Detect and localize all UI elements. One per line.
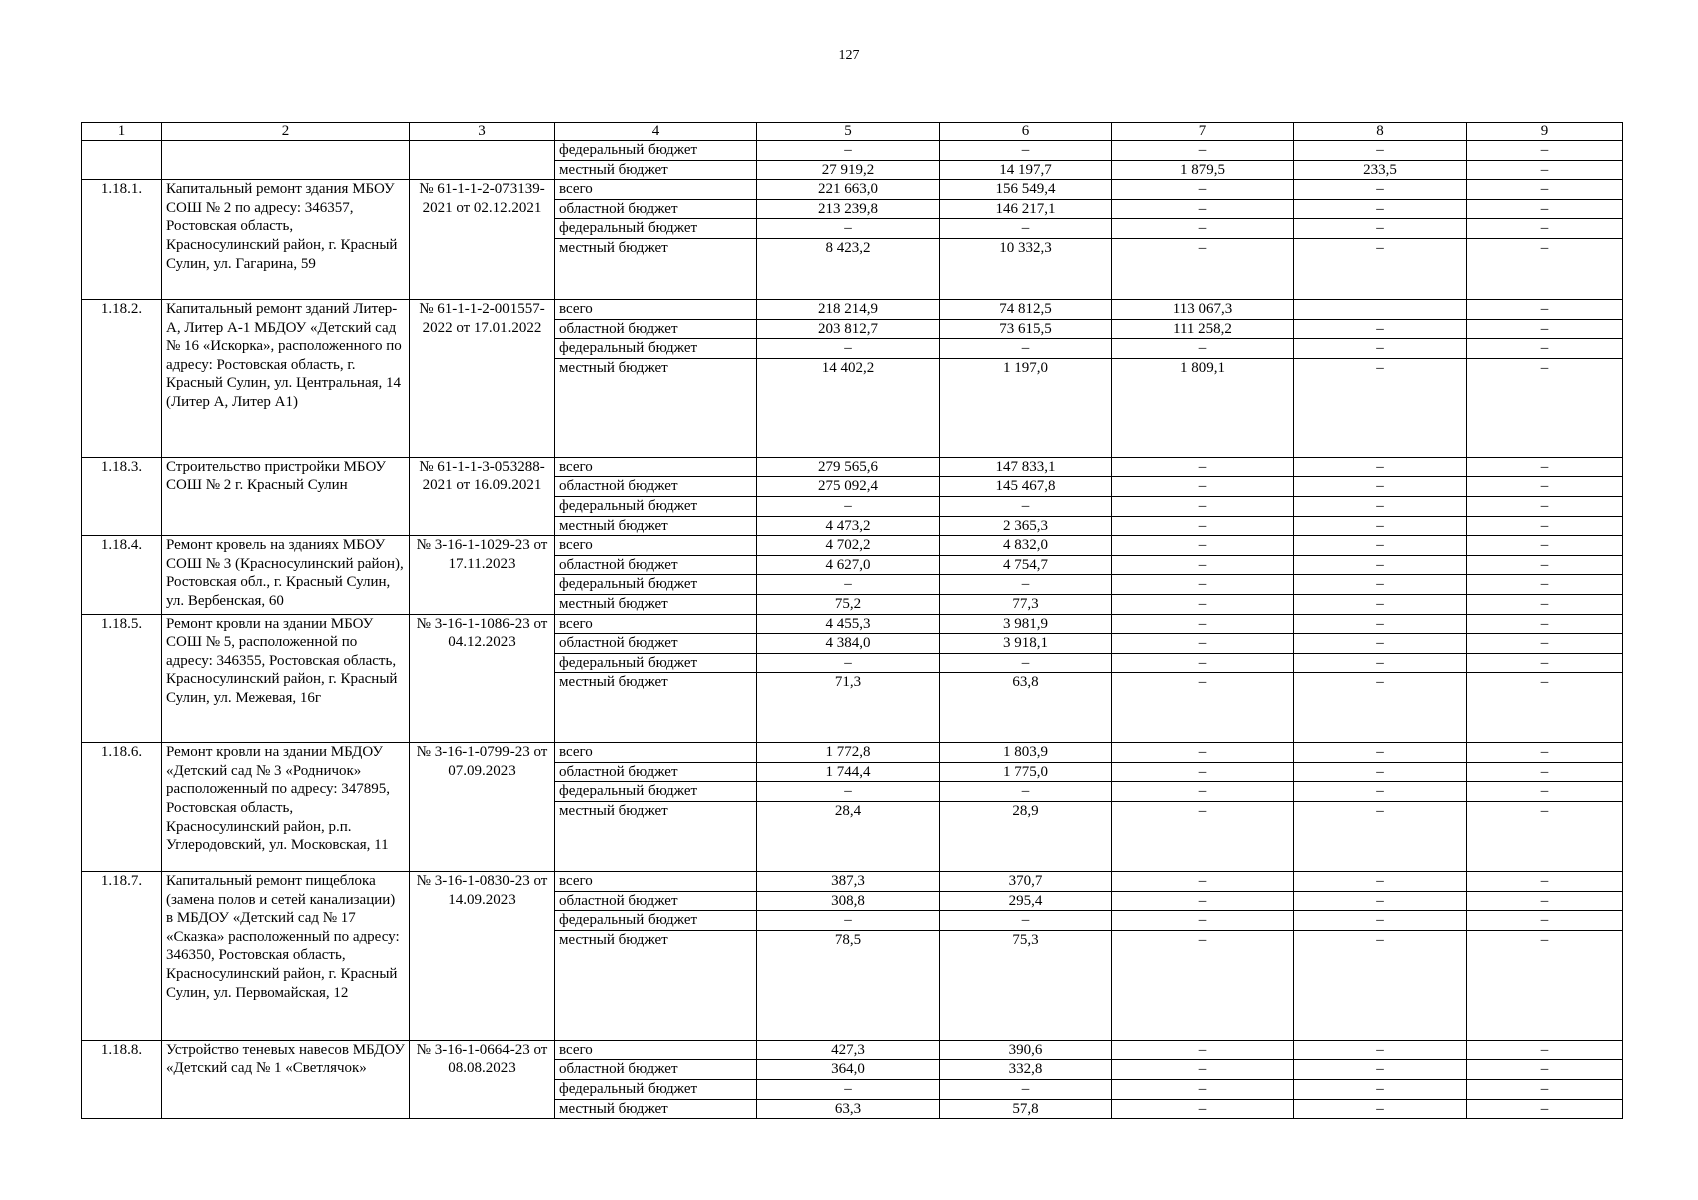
value-cell: –: [1294, 555, 1467, 575]
funding-label: всего: [555, 299, 757, 319]
value-cell: –: [1294, 219, 1467, 239]
funding-label: федеральный бюджет: [555, 782, 757, 802]
value-cell: –: [1294, 477, 1467, 497]
value-cell: –: [1112, 782, 1294, 802]
value-cell: –: [1467, 872, 1623, 892]
value-cell: –: [1294, 238, 1467, 299]
value-cell: –: [940, 575, 1112, 595]
table-row: [82, 180, 1623, 200]
value-cell: –: [1467, 199, 1623, 219]
value-cell: 370,7: [940, 872, 1112, 892]
value-cell: –: [1112, 653, 1294, 673]
value-cell: –: [1112, 219, 1294, 239]
value-cell: 156 549,4: [940, 180, 1112, 200]
value-cell: 1 772,8: [757, 743, 940, 763]
value-cell: 1 803,9: [940, 743, 1112, 763]
item-number: 1.18.1.: [82, 180, 162, 300]
value-cell: 233,5: [1294, 160, 1467, 180]
funding-label: всего: [555, 180, 757, 200]
value-cell: 63,8: [940, 673, 1112, 743]
value-cell: 14 402,2: [757, 358, 940, 457]
value-cell: –: [1112, 141, 1294, 161]
value-cell: 218 214,9: [757, 299, 940, 319]
item-number: 1.18.6.: [82, 743, 162, 872]
item-document: № 3-16-1-1086-23 от 04.12.2023: [410, 614, 555, 743]
value-cell: 8 423,2: [757, 238, 940, 299]
value-cell: –: [1294, 872, 1467, 892]
value-cell: –: [1112, 555, 1294, 575]
funding-label: федеральный бюджет: [555, 911, 757, 931]
value-cell: –: [1467, 762, 1623, 782]
funding-label: местный бюджет: [555, 358, 757, 457]
value-cell: 77,3: [940, 594, 1112, 614]
header-cell: 4: [555, 123, 757, 141]
item-name: Капитальный ремонт пищеблока (замена полов и сетей канализации) в МБДОУ «Детский сад № 17 «Сказка» расположенный по адресу: 346350, Ростовская область, Красносулинский район, г. Красный Сулин, ул. Первомайская, 12: [162, 872, 410, 1041]
item-name: Ремонт кровли на здании МБОУ СОШ № 5, расположенной по адресу: 346355, Ростовская область, Красносулинский район, г. Красный Сулин, ул. Межевая, 16г: [162, 614, 410, 743]
value-cell: 3 918,1: [940, 634, 1112, 654]
value-cell: 78,5: [757, 930, 940, 1040]
value-cell: 74 812,5: [940, 299, 1112, 319]
value-cell: –: [940, 339, 1112, 359]
value-cell: –: [1112, 872, 1294, 892]
value-cell: 308,8: [757, 891, 940, 911]
table-row: [82, 743, 1623, 763]
value-cell: –: [757, 496, 940, 516]
page-number: 127: [838, 48, 860, 63]
value-cell: –: [1467, 930, 1623, 1040]
value-cell: –: [1467, 555, 1623, 575]
value-cell: –: [757, 141, 940, 161]
value-cell: –: [757, 1080, 940, 1100]
value-cell: –: [1112, 1040, 1294, 1060]
value-cell: 221 663,0: [757, 180, 940, 200]
funding-label: всего: [555, 872, 757, 892]
value-cell: 295,4: [940, 891, 1112, 911]
value-cell: –: [1467, 477, 1623, 497]
value-cell: –: [1112, 891, 1294, 911]
value-cell: –: [1294, 339, 1467, 359]
item-number: 1.18.8.: [82, 1040, 162, 1118]
value-cell: 2 365,3: [940, 516, 1112, 536]
value-cell: –: [1112, 477, 1294, 497]
value-cell: 4 455,3: [757, 614, 940, 634]
value-cell: –: [1467, 516, 1623, 536]
value-cell: 27 919,2: [757, 160, 940, 180]
item-name: Ремонт кровель на зданиях МБОУ СОШ № 3 (Красносулинский район), Ростовская обл., г. Красный Сулин, ул. Вербенская, 60: [162, 536, 410, 614]
continuation-row: [82, 141, 1623, 161]
item-document: № 61-1-1-2-001557-2022 от 17.01.2022: [410, 299, 555, 457]
value-cell: –: [1467, 457, 1623, 477]
empty-cell: [82, 141, 162, 180]
value-cell: 1 809,1: [1112, 358, 1294, 457]
value-cell: 4 384,0: [757, 634, 940, 654]
funding-label: местный бюджет: [555, 160, 757, 180]
value-cell: –: [1467, 180, 1623, 200]
value-cell: –: [1112, 180, 1294, 200]
value-cell: –: [1467, 653, 1623, 673]
funding-label: всего: [555, 536, 757, 556]
value-cell: –: [1294, 634, 1467, 654]
header-cell: 5: [757, 123, 940, 141]
item-name: Строительство пристройки МБОУ СОШ № 2 г. Красный Сулин: [162, 457, 410, 535]
value-cell: 4 754,7: [940, 555, 1112, 575]
value-cell: 146 217,1: [940, 199, 1112, 219]
value-cell: –: [1294, 594, 1467, 614]
value-cell: 14 197,7: [940, 160, 1112, 180]
value-cell: –: [1467, 673, 1623, 743]
value-cell: –: [1294, 891, 1467, 911]
value-cell: 203 812,7: [757, 319, 940, 339]
table-row: [82, 457, 1623, 477]
value-cell: –: [1294, 199, 1467, 219]
value-cell: –: [1467, 575, 1623, 595]
value-cell: –: [940, 782, 1112, 802]
table-row: [82, 1040, 1623, 1060]
funding-label: областной бюджет: [555, 762, 757, 782]
value-cell: 364,0: [757, 1060, 940, 1080]
funding-label: местный бюджет: [555, 238, 757, 299]
funding-label: областной бюджет: [555, 199, 757, 219]
value-cell: –: [1467, 634, 1623, 654]
funding-label: областной бюджет: [555, 555, 757, 575]
value-cell: –: [1467, 1060, 1623, 1080]
budget-table: [81, 122, 1623, 1119]
item-document: № 61-1-1-3-053288-2021 от 16.09.2021: [410, 457, 555, 535]
value-cell: –: [757, 782, 940, 802]
value-cell: 63,3: [757, 1099, 940, 1119]
item-number: 1.18.2.: [82, 299, 162, 457]
value-cell: 1 197,0: [940, 358, 1112, 457]
value-cell: –: [1112, 930, 1294, 1040]
value-cell: 4 627,0: [757, 555, 940, 575]
value-cell: –: [940, 141, 1112, 161]
item-number: 1.18.7.: [82, 872, 162, 1041]
value-cell: –: [1112, 762, 1294, 782]
funding-label: местный бюджет: [555, 594, 757, 614]
value-cell: –: [1467, 219, 1623, 239]
value-cell: –: [1467, 802, 1623, 872]
value-cell: –: [1112, 536, 1294, 556]
header-row: [82, 123, 1623, 141]
value-cell: –: [1294, 1080, 1467, 1100]
value-cell: –: [940, 219, 1112, 239]
value-cell: –: [1112, 634, 1294, 654]
funding-label: федеральный бюджет: [555, 496, 757, 516]
value-cell: –: [1294, 536, 1467, 556]
value-cell: –: [1467, 358, 1623, 457]
value-cell: 113 067,3: [1112, 299, 1294, 319]
value-cell: 75,2: [757, 594, 940, 614]
value-cell: –: [940, 911, 1112, 931]
value-cell: 279 565,6: [757, 457, 940, 477]
value-cell: –: [1112, 339, 1294, 359]
header-cell: 7: [1112, 123, 1294, 141]
value-cell: –: [1467, 496, 1623, 516]
value-cell: –: [1112, 516, 1294, 536]
value-cell: –: [757, 653, 940, 673]
value-cell: –: [1294, 358, 1467, 457]
empty-cell: [162, 141, 410, 180]
value-cell: 387,3: [757, 872, 940, 892]
value-cell: –: [1112, 594, 1294, 614]
value-cell: –: [1112, 238, 1294, 299]
funding-label: всего: [555, 457, 757, 477]
value-cell: –: [1294, 653, 1467, 673]
value-cell: –: [757, 339, 940, 359]
value-cell: –: [940, 653, 1112, 673]
value-cell: –: [1294, 1099, 1467, 1119]
empty-cell: [410, 141, 555, 180]
value-cell: –: [1467, 339, 1623, 359]
value-cell: –: [1294, 516, 1467, 536]
header-cell: 9: [1467, 123, 1623, 141]
value-cell: –: [1467, 1080, 1623, 1100]
item-name: Ремонт кровли на здании МБДОУ «Детский сад № 3 «Родничок» расположенный по адресу: 347895, Ростовская область, Красносулинский район, р.п. Углеродовский, ул. Московская, 11: [162, 743, 410, 872]
funding-label: местный бюджет: [555, 516, 757, 536]
value-cell: –: [1112, 673, 1294, 743]
value-cell: –: [1467, 782, 1623, 802]
value-cell: –: [1467, 160, 1623, 180]
table-row: [82, 872, 1623, 892]
value-cell: –: [1294, 614, 1467, 634]
value-cell: [1294, 299, 1467, 319]
funding-label: местный бюджет: [555, 802, 757, 872]
value-cell: 4 832,0: [940, 536, 1112, 556]
value-cell: –: [1294, 911, 1467, 931]
value-cell: 10 332,3: [940, 238, 1112, 299]
value-cell: –: [757, 911, 940, 931]
value-cell: –: [1467, 911, 1623, 931]
value-cell: –: [1294, 1060, 1467, 1080]
value-cell: –: [1294, 1040, 1467, 1060]
value-cell: –: [1294, 575, 1467, 595]
item-document: № 3-16-1-0664-23 от 08.08.2023: [410, 1040, 555, 1118]
value-cell: –: [1112, 743, 1294, 763]
header-cell: 3: [410, 123, 555, 141]
value-cell: –: [1112, 199, 1294, 219]
value-cell: –: [1294, 457, 1467, 477]
value-cell: –: [1294, 319, 1467, 339]
value-cell: –: [1112, 911, 1294, 931]
item-document: № 3-16-1-0830-23 от 14.09.2023: [410, 872, 555, 1041]
header-cell: 2: [162, 123, 410, 141]
item-name: Капитальный ремонт здания МБОУ СОШ № 2 по адресу: 346357, Ростовская область, Красносулинский район, г. Красный Сулин, ул. Гагарина, 59: [162, 180, 410, 300]
value-cell: –: [1294, 180, 1467, 200]
value-cell: –: [1467, 743, 1623, 763]
item-number: 1.18.5.: [82, 614, 162, 743]
value-cell: 111 258,2: [1112, 319, 1294, 339]
value-cell: –: [1467, 319, 1623, 339]
value-cell: –: [1467, 141, 1623, 161]
funding-label: федеральный бюджет: [555, 141, 757, 161]
funding-label: областной бюджет: [555, 891, 757, 911]
value-cell: –: [940, 1080, 1112, 1100]
value-cell: 57,8: [940, 1099, 1112, 1119]
header-cell: 8: [1294, 123, 1467, 141]
funding-label: федеральный бюджет: [555, 575, 757, 595]
value-cell: 1 879,5: [1112, 160, 1294, 180]
funding-label: федеральный бюджет: [555, 339, 757, 359]
value-cell: 4 473,2: [757, 516, 940, 536]
value-cell: –: [1467, 891, 1623, 911]
value-cell: 147 833,1: [940, 457, 1112, 477]
table-row: [82, 536, 1623, 556]
value-cell: –: [1112, 614, 1294, 634]
value-cell: –: [1112, 496, 1294, 516]
table-row: [82, 299, 1623, 319]
value-cell: –: [1294, 673, 1467, 743]
value-cell: –: [1467, 614, 1623, 634]
value-cell: –: [1294, 743, 1467, 763]
value-cell: 275 092,4: [757, 477, 940, 497]
value-cell: 390,6: [940, 1040, 1112, 1060]
item-document: № 3-16-1-0799-23 от 07.09.2023: [410, 743, 555, 872]
funding-label: федеральный бюджет: [555, 219, 757, 239]
value-cell: –: [940, 496, 1112, 516]
funding-label: местный бюджет: [555, 673, 757, 743]
funding-label: всего: [555, 1040, 757, 1060]
funding-label: местный бюджет: [555, 1099, 757, 1119]
item-number: 1.18.3.: [82, 457, 162, 535]
table-row: [82, 614, 1623, 634]
value-cell: –: [1467, 1099, 1623, 1119]
value-cell: –: [1294, 930, 1467, 1040]
value-cell: 28,9: [940, 802, 1112, 872]
item-document: № 3-16-1-1029-23 от 17.11.2023: [410, 536, 555, 614]
funding-label: областной бюджет: [555, 634, 757, 654]
value-cell: –: [1112, 1099, 1294, 1119]
value-cell: –: [1467, 299, 1623, 319]
value-cell: –: [1112, 457, 1294, 477]
value-cell: 1 744,4: [757, 762, 940, 782]
value-cell: –: [757, 575, 940, 595]
value-cell: –: [1467, 238, 1623, 299]
funding-label: федеральный бюджет: [555, 653, 757, 673]
value-cell: 75,3: [940, 930, 1112, 1040]
value-cell: –: [1112, 802, 1294, 872]
item-number: 1.18.4.: [82, 536, 162, 614]
value-cell: 71,3: [757, 673, 940, 743]
value-cell: –: [1112, 575, 1294, 595]
value-cell: 332,8: [940, 1060, 1112, 1080]
value-cell: 145 467,8: [940, 477, 1112, 497]
value-cell: –: [1294, 802, 1467, 872]
funding-label: всего: [555, 743, 757, 763]
item-name: Капитальный ремонт зданий Литер-А, Литер А-1 МБДОУ «Детский сад № 16 «Искорка», расположенного по адресу: Ростовская область, г. Красный Сулин, ул. Центральная, 14 (Литер А, Литер А1): [162, 299, 410, 457]
value-cell: –: [1294, 496, 1467, 516]
value-cell: –: [757, 219, 940, 239]
value-cell: –: [1294, 141, 1467, 161]
header-cell: 1: [82, 123, 162, 141]
value-cell: 73 615,5: [940, 319, 1112, 339]
funding-label: федеральный бюджет: [555, 1080, 757, 1100]
value-cell: 28,4: [757, 802, 940, 872]
header-cell: 6: [940, 123, 1112, 141]
funding-label: всего: [555, 614, 757, 634]
funding-label: областной бюджет: [555, 1060, 757, 1080]
value-cell: –: [1294, 762, 1467, 782]
value-cell: 213 239,8: [757, 199, 940, 219]
value-cell: –: [1112, 1060, 1294, 1080]
value-cell: 4 702,2: [757, 536, 940, 556]
value-cell: –: [1467, 536, 1623, 556]
value-cell: –: [1112, 1080, 1294, 1100]
value-cell: –: [1294, 782, 1467, 802]
value-cell: 427,3: [757, 1040, 940, 1060]
funding-label: областной бюджет: [555, 319, 757, 339]
value-cell: 1 775,0: [940, 762, 1112, 782]
value-cell: 3 981,9: [940, 614, 1112, 634]
value-cell: –: [1467, 594, 1623, 614]
funding-label: областной бюджет: [555, 477, 757, 497]
value-cell: –: [1467, 1040, 1623, 1060]
item-document: № 61-1-1-2-073139-2021 от 02.12.2021: [410, 180, 555, 300]
funding-label: местный бюджет: [555, 930, 757, 1040]
item-name: Устройство теневых навесов МБДОУ «Детский сад № 1 «Светлячок»: [162, 1040, 410, 1118]
